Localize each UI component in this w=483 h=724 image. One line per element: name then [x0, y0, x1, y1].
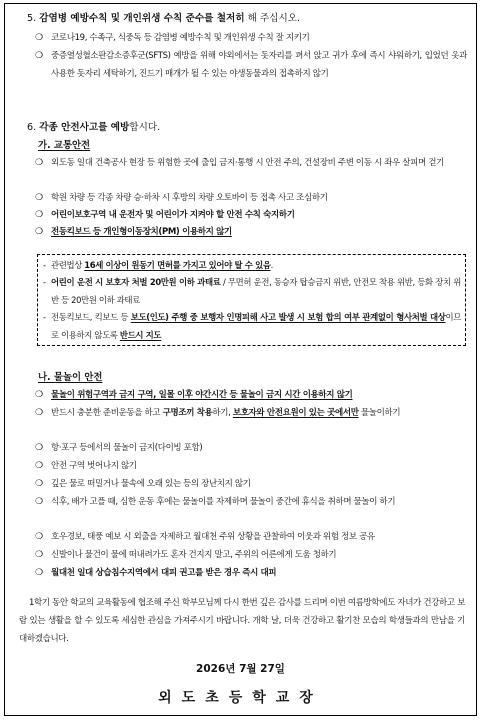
bullet-circle-icon: ❍	[35, 390, 43, 400]
bullet-circle-icon: ❍	[35, 497, 43, 507]
notice-date: 2026년 7월 27일	[196, 663, 285, 675]
water-item: ❍ 신발이나 물건이 물에 떠내려가도 혼자 건지지 말고, 주위의 어른에게 도움 청하기	[35, 547, 467, 565]
closing-paragraph: 1학기 동안 학교의 교육활동에 협조해 주신 학부모님께 다시 한번 깊은 감사를 드리며 이번 여름방학에도 자녀가 건강하고 보람 있는 생활을 할 수 있도록 세심한 관심을 가져주시기 바랍니다. 개학 날, 더욱 건강하고 활기찬 모습의 학생들과의 만남을 기대하겠습니다.	[19, 598, 465, 644]
water-item: ❍ 물놀이 위험구역과 금지 구역, 일몰 이후 야간시간 등 물놀이 금지 시간 이용하지 않기	[35, 387, 467, 405]
water-item: ❍ 깊은 물로 떠밀거나 물속에 오래 있는 등의 장난치지 않기	[35, 476, 467, 494]
law-line: - 전동킥보드, 킥보드 등 보도(인도) 주행 중 보행자 인명피해 사고 발생 시 보험 합의 여부 관계없이 형사처벌 대상이므로 이용하지 않도록 반드시 지도	[43, 312, 461, 340]
traffic-item: ❍ 전동킥보드 등 개인형이동장치(PM) 이용하지 않기	[35, 224, 467, 242]
traffic-item: ❍ 학원 차량 등 각종 차량 승·하차 시 후방의 차량 오토바이 등 접촉 사고 조심하기	[35, 190, 467, 208]
bullet-circle-icon: ❍	[35, 227, 43, 237]
water-item: ❍ 식후, 배가 고플 때, 심한 운동 후에는 물놀이를 자제하며 물놀이 중간에 휴식을 취하며 물놀이 하기	[35, 494, 467, 512]
bullet-circle-icon: ❍	[35, 479, 43, 489]
water-item: ❍ 항·포구 등에서의 물놀이 금지(다이빙 포함)	[35, 440, 467, 458]
school-principal-signature: 외도초등학교장	[158, 690, 323, 706]
bullet-circle-icon: ❍	[35, 408, 43, 418]
water-item: ❍ 호우경보, 태풍 예보 시 외출을 자제하고 월대천 주위 상황을 관찰하여 이웃과 위험 정보 공유	[35, 529, 467, 547]
bullet-circle-icon: ❍	[35, 158, 43, 168]
bullet-circle-icon: ❍	[35, 568, 43, 578]
sec5-item: ❍ 코로나19, 수족구, 식중독 등 감염병 예방수칙 및 개인위생 수칙 잘 지키기	[35, 30, 467, 48]
traffic-item: ❍ 어린이보호구역 내 운전자 및 어린이가 지켜야 할 안전 수칙 숙지하기	[35, 207, 467, 225]
section-5-title: 5. 감염병 예방수칙 및 개인위생 수칙 준수를 철저히 해 주십시오.	[27, 13, 301, 24]
bullet-circle-icon: ❍	[35, 443, 43, 453]
law-line: - 관련법상 16세 이상이 원동기 면허를 가지고 있어야 탈 수 있음.	[43, 260, 273, 270]
section-6-title: 6. 각종 안전사고를 예방합시다.	[27, 122, 161, 133]
bullet-circle-icon: ❍	[35, 33, 43, 43]
water-item: ❍ 월대천 일대 상습침수지역에서 대피 권고를 받은 경우 즉시 대피	[35, 565, 467, 583]
water-item: ❍ 안전 구역 벗어나지 않기	[35, 458, 467, 476]
water-safety-title: 나. 물놀이 안전	[38, 372, 103, 383]
water-item: ❍ 반드시 충분한 준비운동을 하고 구명조끼 착용하기, 보호자와 안전요원이 있는 곳에서만 물놀이하기	[35, 405, 467, 423]
bullet-circle-icon: ❍	[35, 51, 43, 61]
law-line: - 어린이 운전 시 보호자 처벌 20만원 이하 과태료 / 무면허 운전, 동승자 탑승금지 위반, 안전모 착용 위반, 등화 장치 위반 등 20만원 이하 과태료	[43, 277, 461, 305]
bullet-circle-icon: ❍	[35, 461, 43, 471]
bullet-circle-icon: ❍	[35, 532, 43, 542]
sec5-item: ❍ 중증열성혈소판감소증후군(SFTS) 예방을 위해 야외에서는 돗자리를 펴서 앉고 귀가 후에 즉시 샤워하기, 입었던 옷과 사용한 돗자리 세탁하기, 진드기 매개가 될 수 있는 야생동물과의 접촉하지 않기	[35, 48, 467, 83]
bullet-circle-icon: ❍	[35, 193, 43, 203]
traffic-safety-title: 가. 교통안전	[38, 140, 91, 151]
traffic-item: ❍ 외도동 일대 건축공사 현장 등 위험한 곳에 출입 금지·통행 시 안전 주의, 건설장비 주변 이동 시 좌우 살피며 걷기	[35, 155, 467, 173]
bullet-circle-icon: ❍	[35, 550, 43, 560]
pm-law-notice-box	[37, 254, 466, 346]
bullet-circle-icon: ❍	[35, 210, 43, 220]
notice-page	[4, 3, 477, 716]
